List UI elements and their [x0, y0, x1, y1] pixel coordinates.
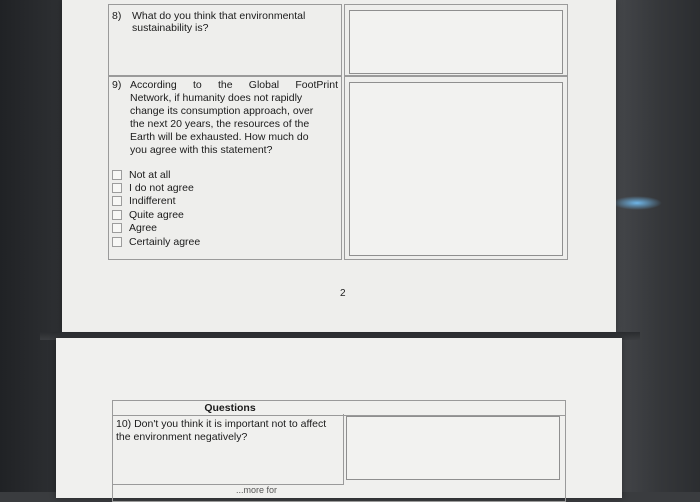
questions-header: Questions	[204, 402, 256, 414]
option-indifferent[interactable]	[112, 194, 176, 207]
option-label: Not at all	[129, 168, 171, 181]
option-label: Certainly agree	[129, 235, 201, 248]
q8-line-1: What do you think that environmental	[132, 10, 306, 22]
document-page-1	[62, 0, 616, 332]
option-label: Quite agree	[129, 208, 184, 221]
option-certainly-agree[interactable]	[112, 235, 200, 248]
checkbox-icon[interactable]	[112, 170, 122, 180]
screen-glow	[612, 196, 662, 210]
q9-line-3: change its consumption approach, over	[130, 105, 314, 117]
option-label: Agree	[129, 221, 158, 234]
q9-line-5: Earth will be exhausted. How much do	[130, 131, 309, 143]
checkbox-icon[interactable]	[112, 196, 122, 206]
q9-options-list	[112, 168, 332, 252]
q8-line-2: sustainability is?	[132, 22, 209, 34]
q9-line-2: Network, if humanity does not rapidly	[130, 92, 303, 104]
q9-line-4: the next 20 years, the resources of the	[130, 118, 310, 130]
q9-line-1: According to the Global FootPrint	[130, 79, 338, 91]
q10-answer-field[interactable]	[346, 416, 560, 480]
q8-answer-field[interactable]	[349, 10, 563, 74]
option-not-at-all[interactable]	[112, 168, 170, 181]
q10-line-1: 10) Don't you think it is important not to affect	[116, 418, 327, 430]
page-number: 2	[340, 288, 346, 299]
option-do-not-agree[interactable]	[112, 181, 194, 194]
q9-line-6: you agree with this statement?	[130, 144, 273, 156]
checkbox-icon[interactable]	[112, 210, 122, 220]
option-label: I do not agree	[129, 181, 194, 194]
q9-number: 9)	[112, 79, 122, 91]
document-page-2	[56, 338, 622, 498]
q10-line-2: the environment negatively?	[116, 431, 248, 443]
q9-answer-field[interactable]	[349, 82, 563, 256]
checkbox-icon[interactable]	[112, 183, 122, 193]
partial-next-text: ...more for	[236, 485, 278, 495]
option-quite-agree[interactable]	[112, 208, 184, 221]
background-left	[0, 0, 62, 492]
checkbox-icon[interactable]	[112, 223, 122, 233]
q8-number: 8)	[112, 10, 122, 22]
checkbox-icon[interactable]	[112, 237, 122, 247]
option-agree[interactable]	[112, 221, 157, 234]
option-label: Indifferent	[129, 194, 176, 207]
